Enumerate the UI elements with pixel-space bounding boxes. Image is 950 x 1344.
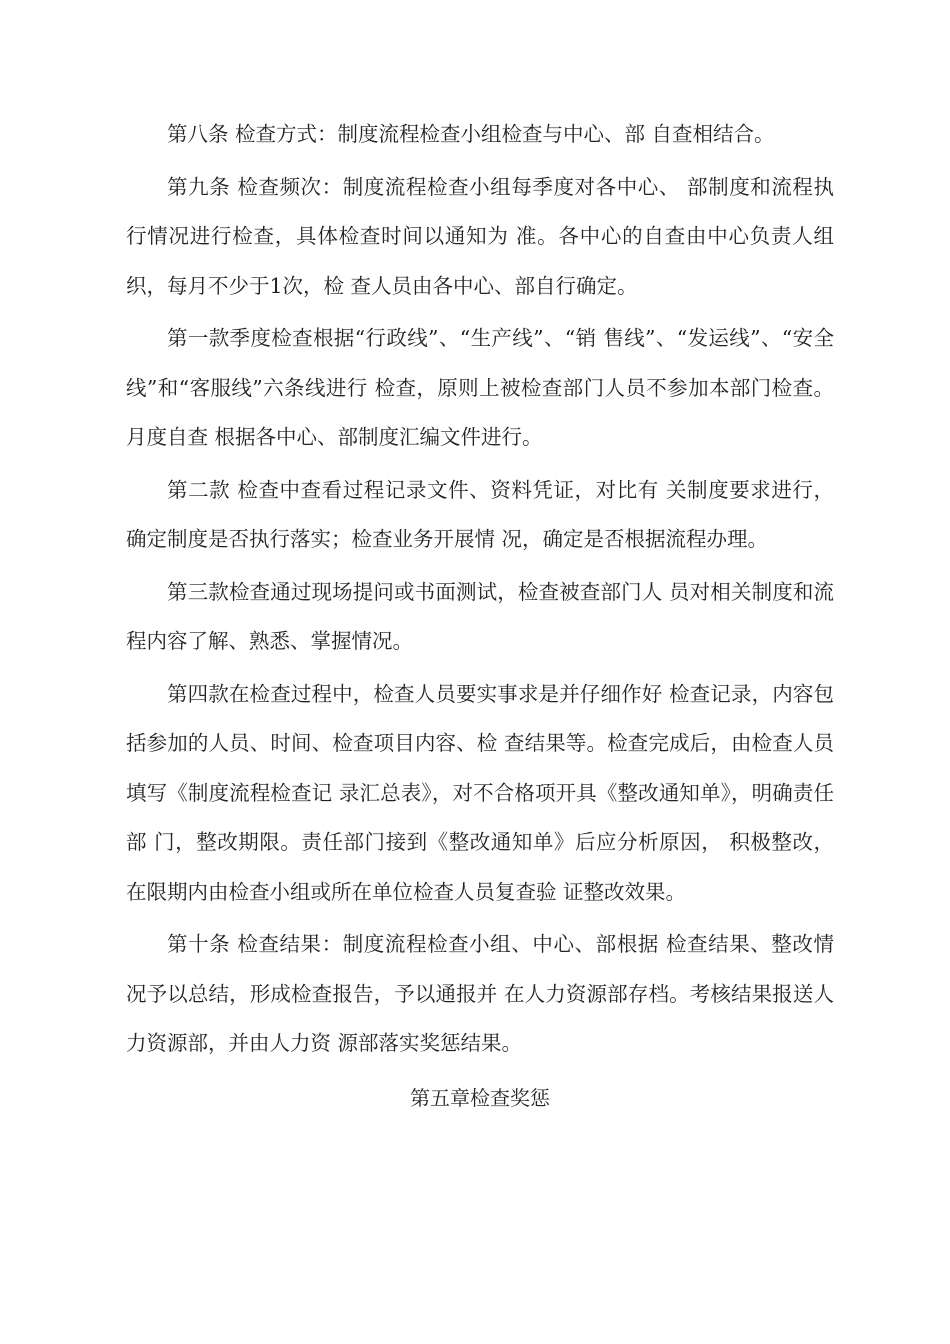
clause-1-paragraph: 第一款季度检查根据“行政线”、“生产线”、“销 售线”、“发运线”、“安全线”和“客服线”六条线进行 检查，原则上被检查部门人员不参加本部门检查。月度自查 根据各中心、部制度汇编文件进行。 bbox=[126, 326, 834, 449]
clause-2-paragraph: 第二款 检查中查看过程记录文件、资料凭证，对比有 关制度要求进行，确定制度是否执行落实；检查业务开展情 况，确定是否根据流程办理。 bbox=[126, 477, 834, 551]
document-body bbox=[126, 110, 834, 1123]
article-10-paragraph: 第十条 检查结果：制度流程检查小组、中心、部根据 检查结果、整改情况予以总结，形成检查报告，予以通报并 在人力资源部存档。考核结果报送人力资源部，并由人力资 源部落实奖惩结果。 bbox=[126, 932, 834, 1055]
article-9-paragraph: 第九条 检查频次：制度流程检查小组每季度对各中心、 部制度和流程执行情况进行检查，具体检查时间以通知为 准。各中心的自查由中心负责人组织，每月不少于1次，检 查人员由各中心、部自行确定。 bbox=[126, 174, 834, 298]
clause-3-paragraph: 第三款检查通过现场提问或书面测试，检查被查部门人 员对相关制度和流程内容了解、熟悉、掌握情况。 bbox=[126, 579, 834, 653]
article-8-paragraph: 第八条 检查方式：制度流程检查小组检查与中心、部 自查相结合。 bbox=[167, 122, 775, 146]
clause-4-paragraph: 第四款在检查过程中，检查人员要实事求是并仔细作好 检查记录，内容包括参加的人员、时间、检查项目内容、检 查结果等。检查完成后，由检查人员填写《制度流程检查记 录汇总表》，对不合格项开具《整改通知单》，明确责任部 门，整改期限。责任部门接到《整改通知单》后应分析原因， 积极整改，在限期内由检查小组或所在单位检查人员复查验 证整改效果。 bbox=[126, 681, 834, 904]
chapter-title: 第五章检查奖惩 bbox=[410, 1085, 550, 1110]
